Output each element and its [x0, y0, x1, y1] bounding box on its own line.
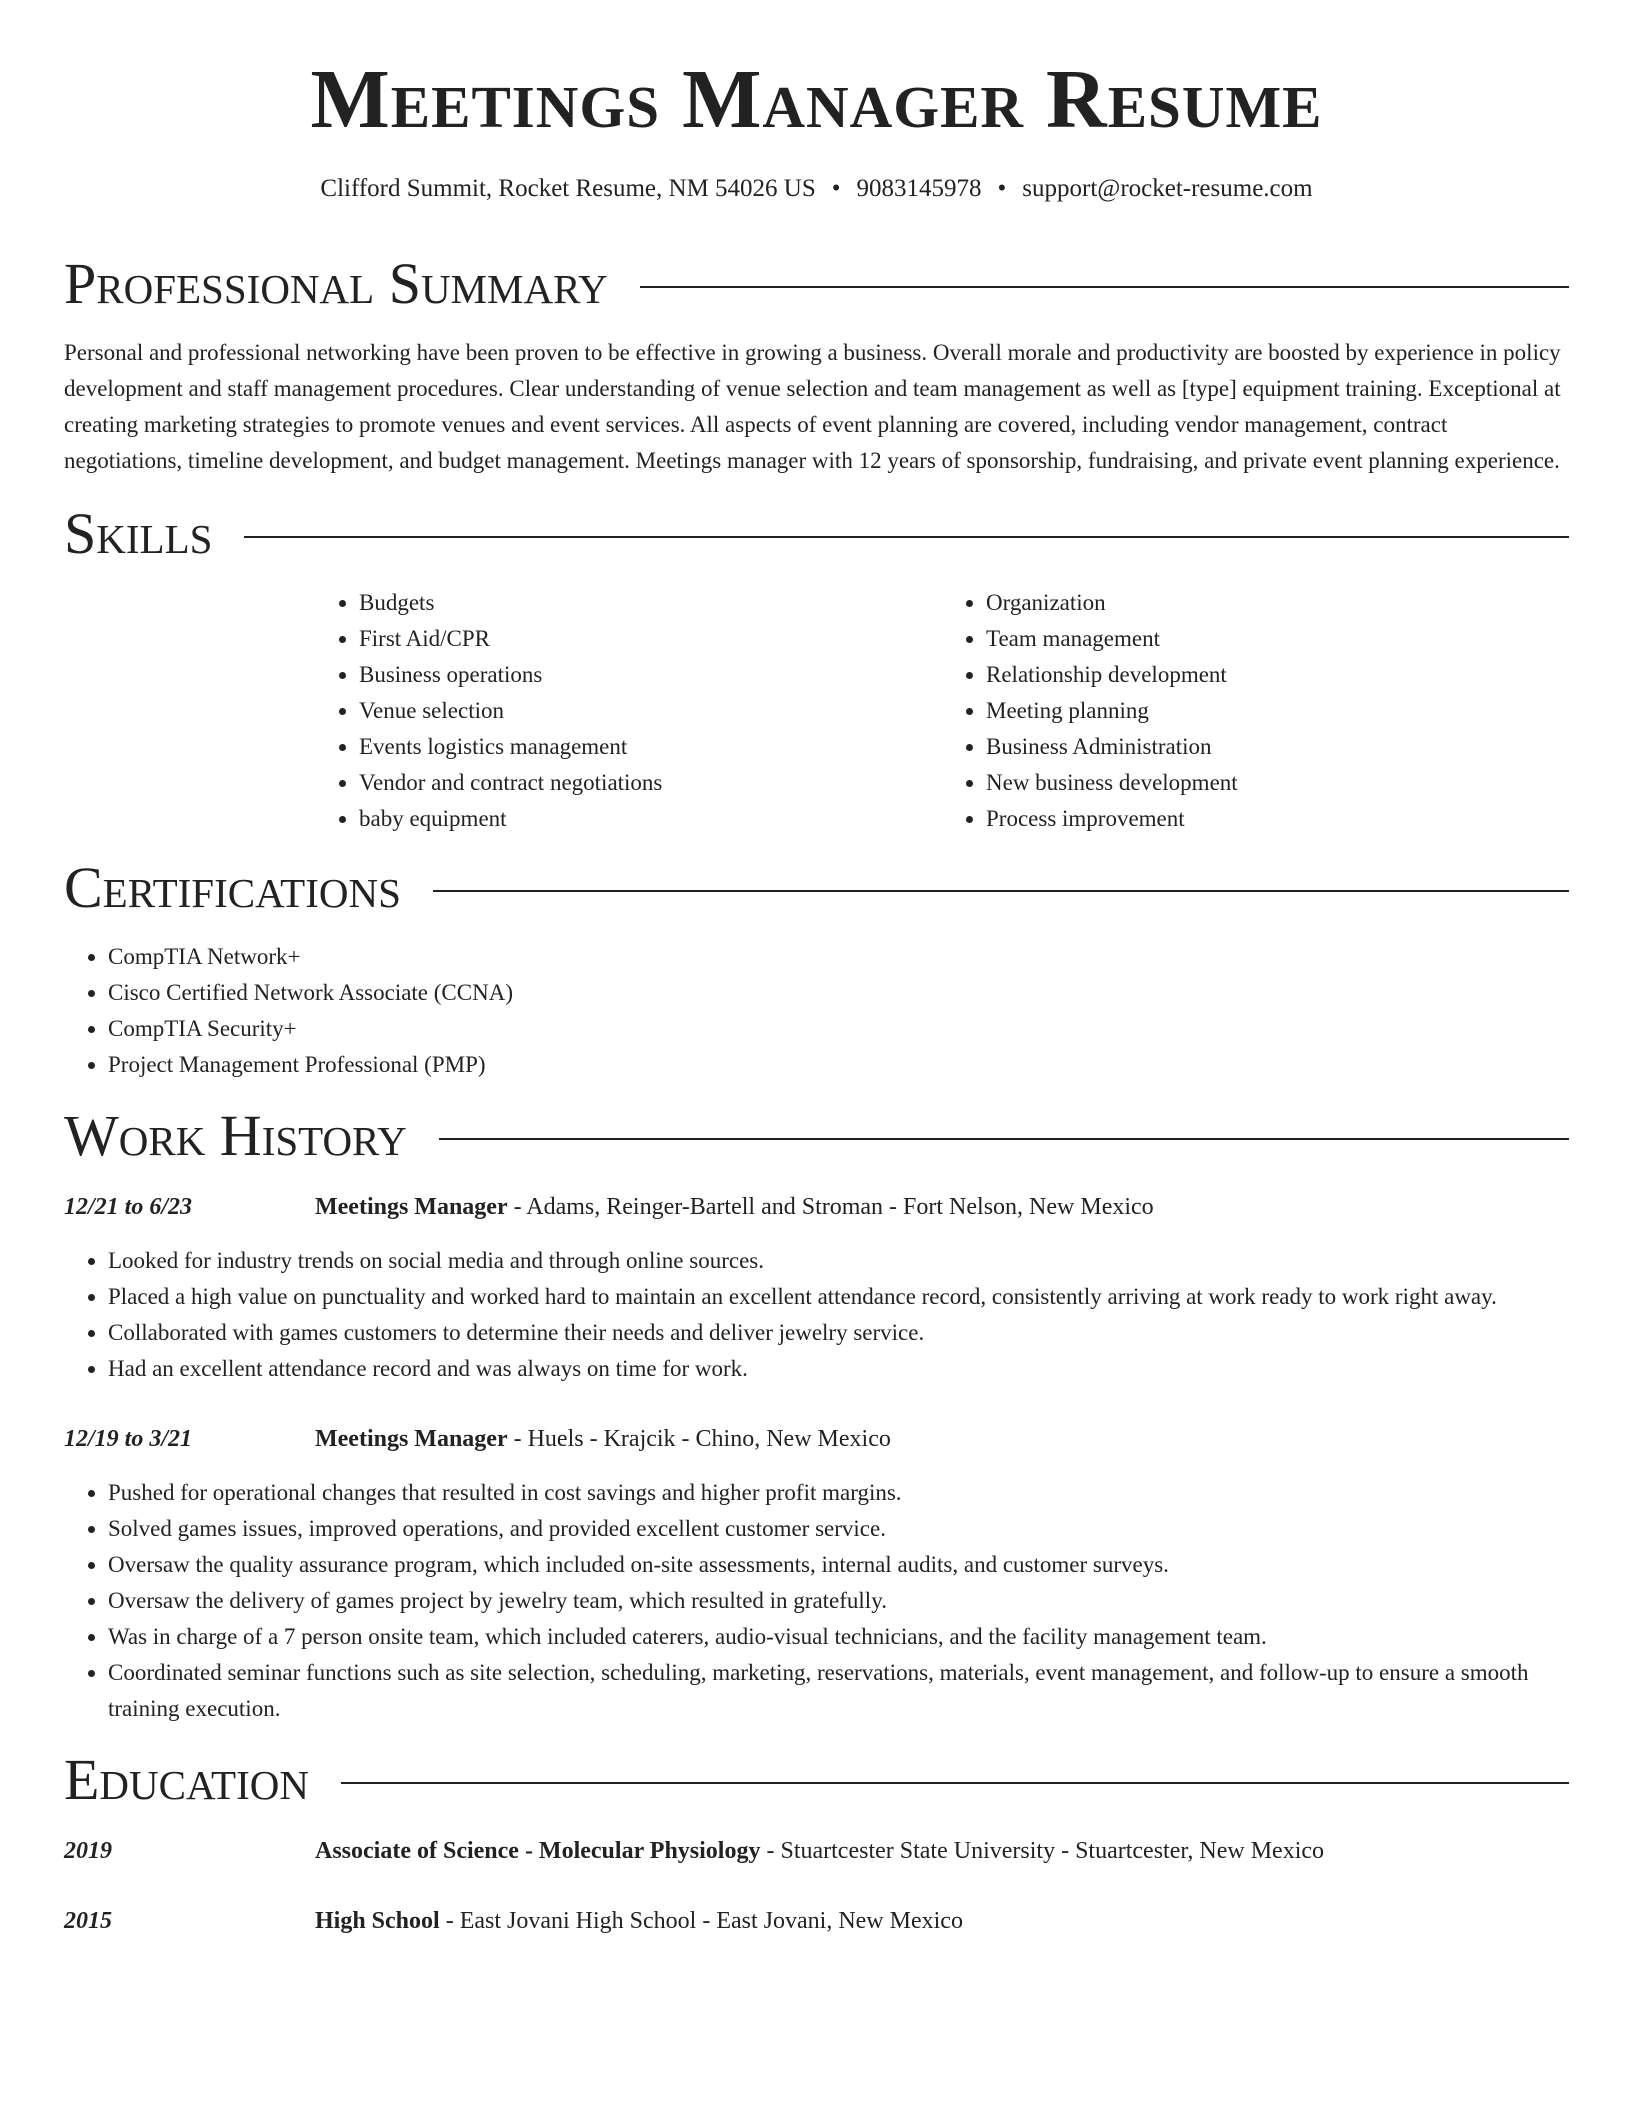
summary-text: Personal and professional networking have been proven to be effective in growing a business. Overall morale and productivity are boosted by experience in policy development and staff management procedures. Clear understanding of venue selection and team management as well as [type] equipment training. Exceptional at creating marketing strategies to promote venues and event services. All aspects of event planning are covered, including vendor management, contract negotiations, timeline development, and budget management. Meetings manager with 12 years of sponsorship, fundraising, and private event planning experience.	[64, 340, 1561, 473]
work-title	[315, 1421, 891, 1457]
skill-item: • Budgets	[359, 585, 942, 621]
work-employer: - Adams, Reinger-Bartell and Stroman - Fort Nelson, New Mexico	[507, 1194, 1154, 1220]
certifications-heading: Certifications	[64, 855, 401, 920]
work-title	[315, 1189, 1154, 1225]
education-entry	[64, 1903, 1569, 1939]
skills-section-header	[64, 501, 1569, 566]
section-rule	[244, 536, 1569, 538]
skill-item: • First Aid/CPR	[359, 621, 942, 657]
work-bullet: • Oversaw the quality assurance program, which included on-site assessments, internal audits, and customer surveys.	[108, 1547, 1569, 1583]
work-bullet: • Was in charge of a 7 person onsite team, which included caterers, audio-visual technicians, and the facility management team.	[108, 1619, 1569, 1655]
skill-item: • New business development	[986, 765, 1569, 801]
work-bullet: • Coordinated seminar functions such as site selection, scheduling, marketing, reservations, materials, event management, and follow-up to ensure a smooth training execution.	[108, 1655, 1569, 1727]
work-entry	[64, 1189, 1569, 1387]
summary-section-header	[64, 251, 1569, 316]
certification-item: • Cisco Certified Network Associate (CCNA)	[108, 975, 1569, 1011]
skill-item: • Team management	[986, 621, 1569, 657]
certification-item: • Project Management Professional (PMP)	[108, 1047, 1569, 1083]
work-entry-header	[64, 1189, 1569, 1225]
work-role: Meetings Manager	[315, 1194, 508, 1220]
work-bullet: • Oversaw the delivery of games project by jewelry team, which resulted in gratefully.	[108, 1583, 1569, 1619]
education-degree: High School	[315, 1908, 440, 1934]
skill-item: • Organization	[986, 585, 1569, 621]
work-bullets	[64, 1243, 1569, 1387]
contact-line	[64, 176, 1569, 201]
skills-heading: Skills	[64, 501, 213, 566]
skills-column-left	[315, 585, 942, 837]
resume-title: Meetings Manager Resume	[310, 53, 1323, 146]
certification-item: • CompTIA Security+	[108, 1011, 1569, 1047]
education-school: - Stuartcester State University - Stuartcester, New Mexico	[760, 1838, 1325, 1864]
work-bullet: • Pushed for operational changes that resulted in cost savings and higher profit margins.	[108, 1475, 1569, 1511]
skill-item: • Meeting planning	[986, 693, 1569, 729]
education-section-header	[64, 1747, 1569, 1812]
work-dates: 12/19 to 3/21	[64, 1426, 193, 1452]
education-entry	[64, 1833, 1569, 1869]
section-rule	[439, 1138, 1569, 1140]
contact-separator: •	[831, 175, 841, 202]
education-school: - East Jovani High School - East Jovani, New Mexico	[439, 1908, 963, 1934]
section-rule	[341, 1782, 1569, 1784]
work-dates: 12/21 to 6/23	[64, 1194, 193, 1220]
skill-item: • baby equipment	[359, 801, 942, 837]
work-employer: - Huels - Krajcik - Chino, New Mexico	[507, 1426, 891, 1452]
work-bullet: • Had an excellent attendance record and was always on time for work.	[108, 1351, 1569, 1387]
education-year: 2015	[64, 1908, 112, 1934]
work-bullet: • Collaborated with games customers to determine their needs and deliver jewelry service.	[108, 1315, 1569, 1351]
contact-separator: •	[997, 175, 1007, 202]
contact-address: Clifford Summit, Rocket Resume, NM 54026 US	[320, 175, 816, 202]
skill-item: • Business Administration	[986, 729, 1569, 765]
skill-item: • Events logistics management	[359, 729, 942, 765]
work-entry-header	[64, 1421, 1569, 1457]
skills-list	[315, 585, 1569, 837]
skill-item: • Venue selection	[359, 693, 942, 729]
skills-column-right	[942, 585, 1569, 837]
work-bullets	[64, 1475, 1569, 1727]
work-bullet: • Solved games issues, improved operations, and provided excellent customer service.	[108, 1511, 1569, 1547]
work-bullet: • Placed a high value on punctuality and worked hard to maintain an excellent attendance record, consistently arriving at work ready to work right away.	[108, 1279, 1569, 1315]
work-section-header	[64, 1103, 1569, 1168]
education-year: 2019	[64, 1838, 112, 1864]
education-heading: Education	[64, 1747, 309, 1812]
section-rule	[433, 890, 1569, 892]
work-role: Meetings Manager	[315, 1426, 508, 1452]
education-title	[315, 1903, 963, 1939]
contact-phone: 9083145978	[856, 175, 982, 202]
work-heading: Work History	[64, 1103, 407, 1168]
summary-heading: Professional Summary	[64, 251, 608, 316]
skill-item: • Business operations	[359, 657, 942, 693]
education-degree: Associate of Science - Molecular Physiology	[315, 1838, 761, 1864]
certification-item: • CompTIA Network+	[108, 939, 1569, 975]
work-bullet: • Looked for industry trends on social media and through online sources.	[108, 1243, 1569, 1279]
section-rule	[640, 286, 1569, 288]
certifications-section-header	[64, 855, 1569, 920]
certifications-list	[64, 939, 1569, 1083]
education-title	[315, 1833, 1324, 1869]
contact-email: support@rocket-resume.com	[1022, 175, 1313, 202]
work-entry	[64, 1421, 1569, 1727]
skill-item: • Relationship development	[986, 657, 1569, 693]
skill-item: • Vendor and contract negotiations	[359, 765, 942, 801]
skill-item: • Process improvement	[986, 801, 1569, 837]
